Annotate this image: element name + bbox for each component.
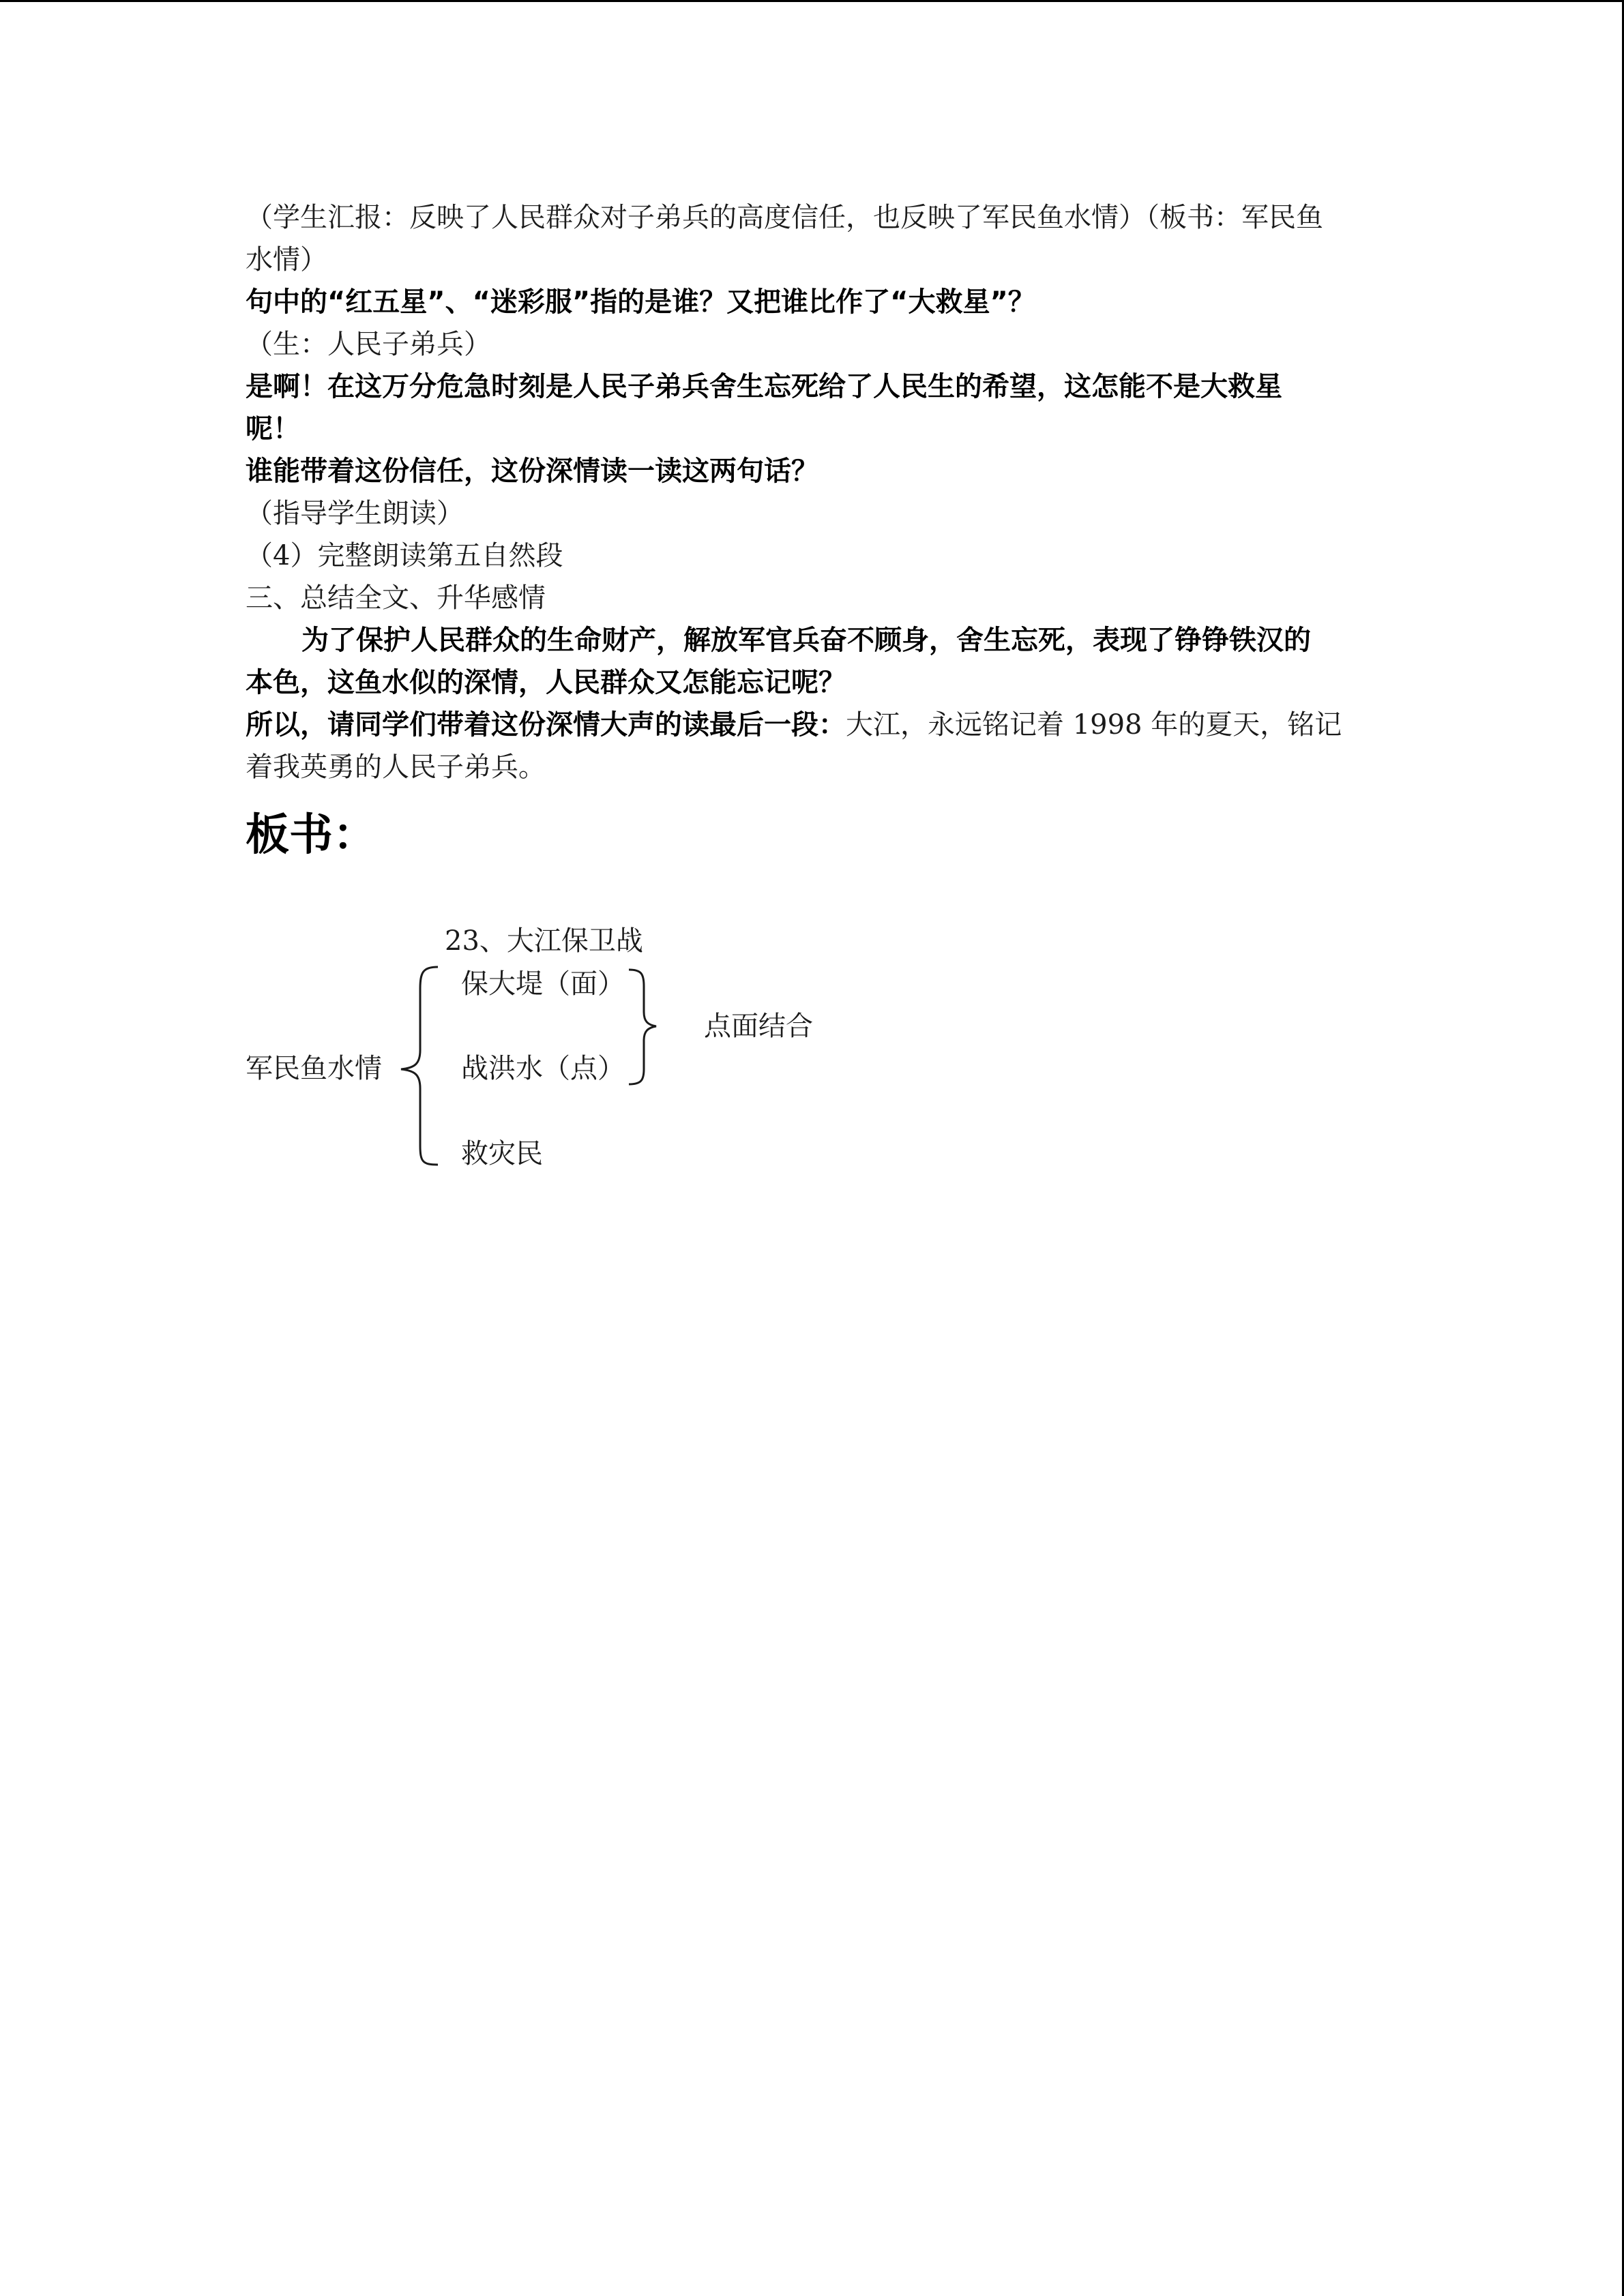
paragraph-line: 本色，这鱼水似的深情，人民群众又怎能忘记呢？ (246, 667, 846, 698)
paragraph-line: 为了保护人民群众的生命财产，解放军官兵奋不顾身，舍生忘死，表现了铮铮铁汉的 (301, 625, 1311, 656)
blackboard-item: 保大堤（面） (461, 968, 625, 1000)
step-line: （4）完整朗读第五自然段 (246, 540, 563, 571)
paragraph-line: （学生汇报：反映了人民群众对子弟兵的高度信任，也反映了军民鱼水情）（板书：军民鱼 (246, 202, 1323, 233)
blackboard-item: 救灾民 (461, 1138, 543, 1169)
paragraph-line: 水情） (246, 244, 327, 275)
blackboard-title: 23、大江保卫战 (445, 925, 643, 957)
blackboard-right-label: 点面结合 (704, 1011, 813, 1042)
left-brace (401, 967, 438, 1165)
paragraph-line: 呢！ (246, 413, 300, 445)
blackboard-heading: 板书： (246, 810, 377, 861)
last-para-normal: 大江，永远铭记着 1998 年的夏天，铭记 (846, 709, 1342, 741)
paragraph-line: 着我英勇的人民子弟兵。 (246, 751, 546, 783)
right-brace (629, 970, 656, 1084)
question-line: 谁能带着这份信任，这份深情读一读这两句话？ (246, 456, 818, 487)
answer-line: （生：人民子弟兵） (246, 329, 491, 360)
blackboard-item: 战洪水（点） (461, 1053, 625, 1084)
last-para-bold: 所以，请同学们带着这份深情大声的读最后一段： (246, 709, 846, 741)
blackboard-left-label: 军民鱼水情 (246, 1053, 382, 1084)
section-title: 三、总结全文、升华感情 (246, 582, 546, 614)
paragraph-line: 是啊！在这万分危急时刻是人民子弟兵舍生忘死给了人民生的希望，这怎能不是大救星 (246, 371, 1282, 402)
question-line: 句中的“红五星”、“迷彩服”指的是谁？又把谁比作了“大救星”？ (246, 286, 1035, 318)
instruction-line: （指导学生朗读） (246, 498, 464, 529)
